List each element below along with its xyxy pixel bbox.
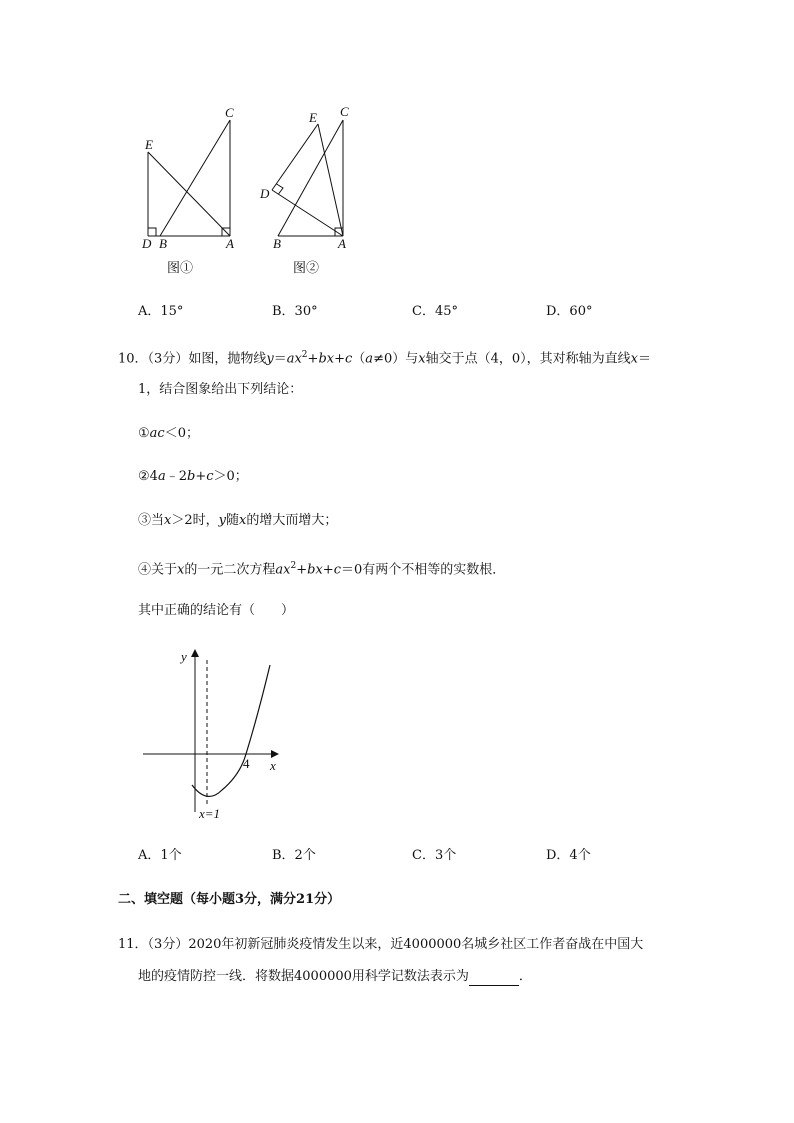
c4-plus2: + bbox=[322, 562, 334, 578]
section-2-title: 二、填空题（每小题3分，满分21分） bbox=[118, 892, 341, 907]
q10-conclusion-4 bbox=[138, 557, 505, 579]
q10-sup2: 2 bbox=[301, 350, 308, 360]
fig2-line-BC bbox=[278, 120, 343, 236]
q10-option-c: C．3个 bbox=[412, 848, 457, 863]
q10-conclusion-1 bbox=[138, 425, 199, 443]
fig1-line-BC bbox=[160, 120, 230, 236]
x-axis-label: x bbox=[270, 758, 276, 773]
q10-eq2: ＝ bbox=[637, 351, 651, 367]
q10-stem-line1 bbox=[118, 346, 651, 368]
q10-parabola-graph bbox=[140, 640, 300, 830]
c4-bx: bx bbox=[307, 562, 323, 578]
c4-t3: ＝0有两个不相等的实数根． bbox=[340, 562, 506, 578]
q11-line1: 11．（3分）2020年初新冠肺炎疫情发生以来，近4000000名城乡社区工作者奋战在中国大 bbox=[118, 937, 644, 952]
c3-x2: x bbox=[239, 513, 247, 528]
q10-option-b: B．2个 bbox=[272, 848, 316, 863]
q10-neq0: ≠0）与 bbox=[373, 351, 419, 367]
q9-option-b: B．30° bbox=[272, 304, 318, 319]
figure-1 bbox=[148, 120, 230, 236]
q10-conclusion-2 bbox=[138, 468, 248, 486]
c4-x: x bbox=[177, 562, 185, 578]
c2-num: ② bbox=[138, 469, 150, 484]
q10-ax: ax bbox=[286, 351, 302, 367]
c3-t1: 当 bbox=[151, 513, 165, 528]
fig2-label-D: D bbox=[260, 186, 270, 201]
q10-conclusion-3 bbox=[138, 512, 337, 530]
c3-x: x bbox=[164, 513, 172, 528]
c1-num: ① bbox=[138, 426, 150, 441]
fig2-line-EA bbox=[318, 124, 343, 236]
fig2-label-B: B bbox=[273, 236, 281, 251]
q9-option-a: A．15° bbox=[138, 304, 184, 319]
fig2-line-DA bbox=[272, 190, 343, 236]
c3-num: ③ bbox=[138, 513, 152, 528]
figure-2 bbox=[272, 120, 343, 236]
q10-option-d: D．4个 bbox=[546, 848, 591, 863]
q11-line2 bbox=[138, 968, 532, 986]
y-axis-label: y bbox=[181, 649, 187, 664]
q11-line2-suffix: ． bbox=[518, 969, 532, 984]
tick-4-label: 4 bbox=[243, 756, 250, 771]
q10-plus2: + bbox=[334, 351, 345, 367]
c2-c: c bbox=[206, 469, 214, 484]
c4-sup2: 2 bbox=[290, 561, 297, 571]
c3-y: y bbox=[218, 513, 227, 528]
fig1-label-B: B bbox=[159, 236, 167, 251]
c1-rest: ＜0； bbox=[164, 426, 199, 441]
q10-c: c bbox=[345, 351, 353, 367]
fig2-right-angle-D bbox=[277, 184, 284, 194]
fig1-label-A: A bbox=[226, 236, 234, 251]
q11-line2-prefix: 地的疫情防控一线．将数据4000000用科学记数法表示为 bbox=[138, 969, 469, 984]
c3-t2: ＞2时， bbox=[171, 513, 219, 528]
c2-b: b bbox=[186, 469, 196, 484]
c4-plus1: + bbox=[296, 562, 308, 578]
c3-t3: 随 bbox=[226, 513, 240, 528]
fig1-label-D: D bbox=[142, 236, 152, 251]
c2-4: 4 bbox=[149, 469, 158, 484]
q10-plus1: + bbox=[307, 351, 319, 367]
q10-stem-line2: 1，结合图象给出下列结论： bbox=[138, 382, 303, 397]
parabola-curve bbox=[192, 665, 270, 796]
q10-var-y: y bbox=[266, 351, 274, 367]
c2-rest: ＞0； bbox=[213, 469, 248, 484]
fig2-line-ED bbox=[272, 124, 318, 190]
c2-plus: + bbox=[195, 469, 207, 484]
fig2-caption: 图② bbox=[293, 260, 320, 275]
c2-a: a bbox=[157, 469, 166, 484]
c4-ax: ax bbox=[275, 562, 291, 578]
q10-x: x bbox=[418, 351, 426, 367]
c1-ac: ac bbox=[149, 426, 165, 441]
fig1-label-C: C bbox=[225, 105, 234, 120]
q9-option-c: C．45° bbox=[412, 304, 458, 319]
q9-option-d: D．60° bbox=[546, 304, 593, 319]
q10-prefix: 10．（3分）如图，抛物线 bbox=[118, 351, 267, 367]
q11-answer-blank[interactable] bbox=[469, 972, 519, 986]
fig2-label-A: A bbox=[338, 236, 346, 251]
c4-num: ④ bbox=[138, 562, 152, 578]
q10-paren: （ bbox=[352, 351, 366, 367]
fig1-line-EA bbox=[148, 152, 230, 236]
fig1-right-angle-D bbox=[148, 228, 156, 236]
q10-question: 其中正确的结论有（ ） bbox=[138, 603, 295, 618]
q10-option-a: A．1个 bbox=[138, 848, 182, 863]
q10-a: a bbox=[365, 351, 374, 367]
q10-x2: x bbox=[630, 351, 638, 367]
fig2-label-E: E bbox=[309, 110, 317, 125]
q9-figures bbox=[130, 100, 390, 280]
c4-t2: 的一元二次方程 bbox=[184, 562, 276, 578]
c4-t1: 关于 bbox=[151, 562, 178, 578]
q10-rest: 轴交于点（4，0），其对称轴为直线 bbox=[425, 351, 631, 367]
fig1-caption: 图① bbox=[167, 260, 194, 275]
fig2-label-C: C bbox=[340, 104, 349, 119]
symmetry-axis-label: x=1 bbox=[199, 806, 221, 821]
c3-t4: 的增大而增大； bbox=[246, 513, 338, 528]
c4-c: c bbox=[333, 562, 341, 578]
c2-mid: ﹣2 bbox=[165, 469, 187, 484]
q10-eq: ＝ bbox=[273, 351, 287, 367]
fig1-label-E: E bbox=[145, 137, 153, 152]
q10-bx: bx bbox=[318, 351, 335, 367]
